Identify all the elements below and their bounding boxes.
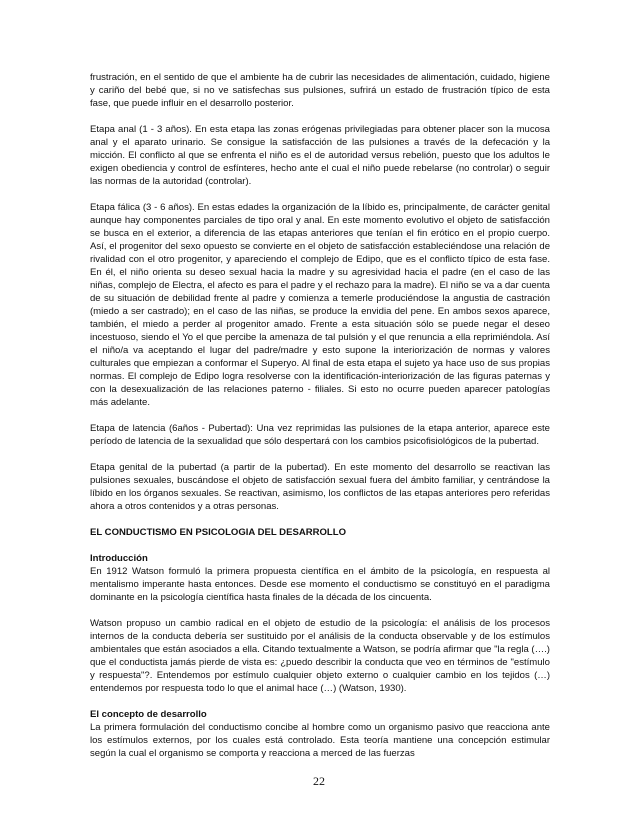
subheading-introduccion: Introducción — [90, 553, 148, 564]
paragraph-frustracion: frustración, en el sentido de que el ambiente ha de cubrir las necesidades de alimentación, cuidado, higiene y cariño del bebé que, si no ve satisfechas sus pulsiones, sufrirá un estado de frustración típico de esta fase, que puede influir en el desarrollo posterior. — [90, 72, 550, 109]
paragraph-etapa-genital: Etapa genital de la pubertad (a partir de la pubertad). En este momento del desarrollo se reactivan las pulsiones sexuales, buscándose el objeto de satisfacción sexual fuera del ámbito familiar, y centrándose la líbido en los órganos sexuales. Se reactivan, asimismo, los conflictos de las etapas anteriores pero referidas ahora a otros contenidos y a otras personas. — [90, 462, 550, 512]
paragraph-watson-cambio: Watson propuso un cambio radical en el objeto de estudio de la psicología: el análisis de los procesos internos de la conducta debería ser sustituido por el análisis de la conducta observable y de los estímulos ambientales que están asociados a ella. Citando textualmente a Watson, se podría afirmar que "la regla (….) que el conductista jamás pierde de vista es: ¿puedo describir la conducta que veo en términos de "estímulo y respuesta"?. Entendemos por estímulo cualquier objeto externo o cualquier cambio en los tejidos (…) entendemos por respuesta todo lo que el animal hace (…) (Watson, 1930). — [90, 618, 550, 694]
paragraph-watson-1912: En 1912 Watson formuló la primera propuesta científica en el ámbito de la psicología, en respuesta al mentalismo imperante hasta entonces. Desde ese momento el conductismo se constituyó en el paradigma dominante en la psicología científica hasta finales de la década de los cincuenta. — [90, 566, 550, 603]
body-text — [90, 71, 550, 760]
subheading-concepto-desarrollo: El concepto de desarrollo — [90, 709, 207, 720]
section-heading: EL CONDUCTISMO EN PSICOLOGIA DEL DESARROLLO — [90, 527, 347, 538]
paragraph-etapa-falica: Etapa fálica (3 - 6 años). En estas edades la organización de la líbido es, principalmente, de carácter genital aunque hay componentes parciales de tipo oral y anal. En este momento evolutivo el objeto de satisfacción se busca en el exterior, a diferencia de las etapas anteriores que tenían el fin erótico en el propio cuerpo. Así, el progenitor del sexo opuesto se convierte en el objeto de satisfacción estableciéndose una relación de rivalidad con el otro progenitor, y apareciendo el complejo de Edipo, que es el conflicto típico de esta fase. En él, el niño orienta su deseo sexual hacia la madre y su agresividad hacia el padre (en el caso de las niñas, complejo de Electra, el afecto es para el padre y el rechazo para la madre). El niño se va a dar cuenta de su situación de debilidad frente al padre y comienza a temerle produciéndose la angustia de castración (miedo a ser castrado); en el caso de las niñas, se produce la envidia del pene. En ambos sexos aparece, también, el miedo a perder al progenitor amado. Frente a esta situación sólo se puede negar el deseo incestuoso, siendo el Yo el que percibe la amenaza de tal pulsión y el que renuncia a ella reprimiéndola. Así el niño/a va aceptando el lugar del padre/madre y esto supone la interiorización de normas y valores culturales que empiezan a conformar el Superyo. Al final de esta etapa el sujeto ya hace uso de sus propias normas. El complejo de Edipo logra resolverse con la identificación-interiorización de las figuras paternas y con la desexualización de las relaciones paterno - filiales. Si esto no ocurre pueden aparecer patologías más adelante. — [90, 202, 550, 408]
paragraph-etapa-latencia: Etapa de latencia (6años - Pubertad): Una vez reprimidas las pulsiones de la etapa anterior, aparece este período de latencia de la sexualidad que sólo despertará con los cambios psicofisiológicos de la pubertad. — [90, 423, 550, 447]
paragraph-primera-formulacion: La primera formulación del conductismo concibe al hombre como un organismo pasivo que reacciona ante los estímulos externos, por los cuales está controlado. Esta teoría mantiene una concepción estimular según la cual el organismo se comporta y reacciona a merced de las fuerzas — [90, 722, 550, 759]
page-number: 22 — [313, 774, 325, 788]
paragraph-etapa-anal: Etapa anal (1 - 3 años). En esta etapa las zonas erógenas privilegiadas para obtener placer son la mucosa anal y el aparato urinario. Se consigue la satisfacción de las pulsiones a través de la defecación y la micción. El conflicto al que se enfrenta el niño es el de autoridad versus rebelión, puesto que los adultos le exigen obediencia y control de esfínteres, hecho ante el cual el niño puede rebelarse (no controlar) o seguir las normas de la autoridad (controlar). — [90, 124, 550, 187]
